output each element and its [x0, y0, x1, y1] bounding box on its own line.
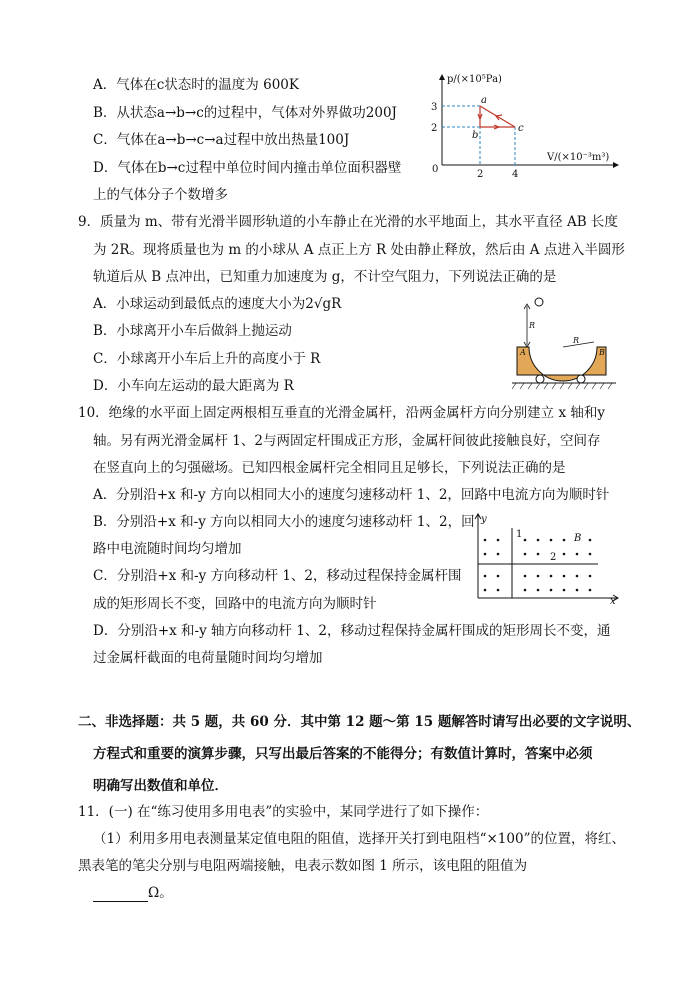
- q9-stem-line1: 9．质量为 m、带有光滑半圆形轨道的小车静止在光滑的水平地面上，其水平直径 AB 长度: [78, 214, 618, 230]
- q9-option-a: A．小球运动到最低点的速度大小为2√gR: [93, 296, 342, 312]
- point-b-label: b: [472, 130, 479, 141]
- rod-1-label: 1: [516, 529, 523, 540]
- y-tick-2: 2: [431, 123, 438, 134]
- field-dots: [484, 539, 592, 592]
- q11-answer-line: [93, 884, 173, 902]
- section2-heading-line1: 二、非选择题：共 5 题，共 60 分．其中第 12 题～第 15 题解答时请写出必要的文字说明、: [78, 714, 641, 730]
- q8-option-c: C．气体在a→b→c→a过程中放出热量100J: [93, 132, 350, 148]
- x-axis-label: x: [610, 596, 616, 605]
- point-A-label: A: [520, 348, 526, 357]
- point-c-label: c: [518, 123, 524, 134]
- q11-stem-line1: 11．(一) 在“练习使用多用电表”的实验中，某同学进行了如下操作：: [78, 804, 489, 820]
- radius-label: R: [573, 336, 580, 345]
- q8-option-d-line1: D．气体在b→c过程中单位时间内撞击单位面积器壁: [93, 160, 402, 176]
- q10-stem-line3: 在竖直向上的匀强磁场。已知四根金属杆完全相同且足够长，下列说法正确的是: [93, 460, 566, 476]
- answer-blank[interactable]: [93, 887, 148, 902]
- magnetic-field-rods-diagram: [470, 510, 620, 605]
- y-tick-3: 3: [431, 102, 438, 113]
- q11-part1-line2: 黑表笔的笔尖分别与电阻两端接触，电表示数如图 1 所示，该电阻的阻值为: [78, 858, 528, 874]
- q10-option-d-line2: 过金属杆截面的电荷量随时间均匀增加: [93, 650, 323, 666]
- section2-heading-line3: 明确写出数值和单位．: [93, 778, 228, 794]
- q9-option-b: B．小球离开小车后做斜上抛运动: [93, 323, 292, 339]
- q10-option-c-line1: C．分别沿+x 和-y 方向移动杆 1、2，移动过程保持金属杆围: [93, 568, 462, 584]
- y-axis-label: p/(×10⁵Pa): [447, 74, 502, 85]
- point-B-label: B: [599, 348, 605, 357]
- q10-stem-line1: 10．绝缘的水平面上固定两根相互垂直的光滑金属杆，沿两金属杆方向分别建立 x 轴和y: [78, 405, 605, 421]
- q9-stem-line3: 轨道后从 B 点冲出，已知重力加速度为 g，不计空气阻力，下列说法正确的是: [93, 269, 557, 285]
- origin-label: 0: [432, 164, 439, 175]
- q10-option-a: A．分别沿+x 和-y 方向以相同大小的速度匀速移动杆 1、2，回路中电流方向为顺时针: [93, 487, 610, 503]
- x-axis-label: V/(×10⁻³m³): [547, 152, 610, 163]
- q8-option-d-line2: 上的气体分子个数增多: [93, 187, 228, 203]
- x-tick-4: 4: [512, 169, 519, 180]
- q10-option-d-line1: D．分别沿+x 和-y 轴方向移动杆 1、2，移动过程保持金属杆围成的矩形周长不变，通: [93, 623, 611, 639]
- q8-option-b: B．从状态a→b→c的过程中，气体对外界做功200J: [93, 105, 397, 121]
- drop-height-label: R: [529, 321, 536, 330]
- y-axis-label: y: [481, 514, 487, 525]
- x-tick-2: 2: [477, 169, 484, 180]
- q9-stem-line2: 为 2R。现将质量也为 m 的小球从 A 点正上方 R 处由静止释放，然后由 A 点进入半圆形: [93, 242, 625, 258]
- q10-option-b-line2: 路中电流随时间均匀增加: [93, 541, 242, 557]
- q8-option-a: A．气体在c状态时的温度为 600K: [93, 77, 299, 93]
- ohm-unit: Ω。: [148, 885, 173, 901]
- q9-option-d: D．小车向左运动的最大距离为 R: [93, 378, 294, 394]
- pv-diagram: [420, 70, 625, 185]
- field-B-label: B: [574, 533, 582, 544]
- rod-2-label: 2: [550, 552, 557, 563]
- cart-track-diagram: [510, 295, 620, 395]
- q10-option-b-line1: B．分别沿+x 和-y 方向以相同大小的速度匀速移动杆 1、2，回: [93, 514, 475, 530]
- q10-option-c-line2: 成的矩形周长不变，回路中的电流方向为顺时针: [93, 596, 377, 612]
- point-a-label: a: [481, 95, 487, 106]
- q11-part1-line1: （1）利用多用电表测量某定值电阻的阻值，选择开关打到电阻档“×100”的位置，将红、: [93, 831, 625, 847]
- section2-heading-line2: 方程式和重要的演算步骤，只写出最后答案的不能得分；有数值计算时，答案中必须: [93, 746, 593, 762]
- q10-stem-line2: 轴。另有两光滑金属杆 1、2与两固定杆围成正方形，金属杆间彼此接触良好，空间存: [93, 433, 601, 449]
- q9-option-c: C．小球离开小车后上升的高度小于 R: [93, 351, 321, 367]
